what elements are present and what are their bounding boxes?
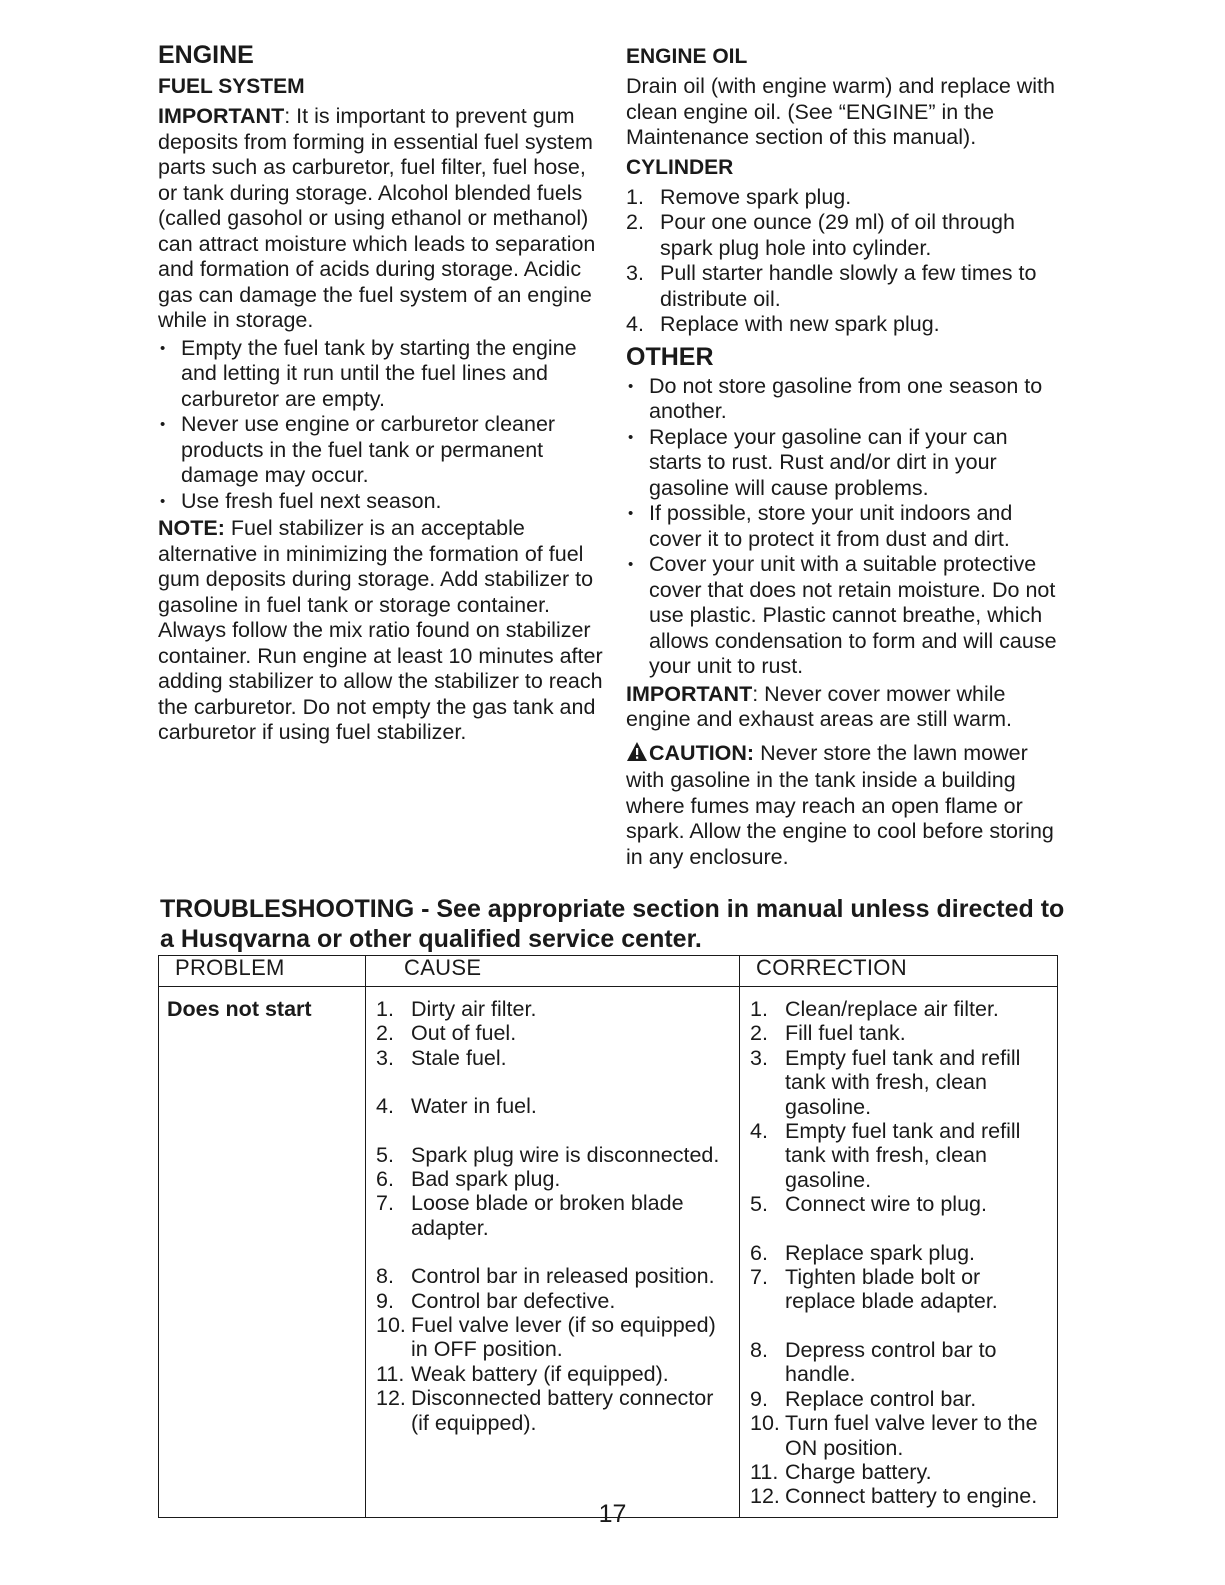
step-text: Remove spark plug. [660,184,852,209]
item-text: Connect battery to engine. [785,1484,1038,1509]
other-important [626,682,1066,733]
engine-heading: ENGINE [158,41,254,69]
step-text: Pour one ounce (29 ml) of oil through spark plug hole into cylinder. [660,210,1015,260]
item-number: 1. [376,997,394,1021]
item-text: Connect wire to plug. [785,1192,987,1217]
other-bullets [626,374,1066,680]
caution-label: CAUTION: [649,740,755,765]
list-item [626,185,1066,211]
item-number: 8. [750,1337,768,1362]
item-number: 12. [750,1484,780,1509]
item-text: Dirty air filter. [411,997,537,1021]
problem-cell: Does not start [159,987,366,1518]
list-item: • Empty the fuel tank by starting the engine and letting it run until the fuel lines and carburetor are empty. [158,336,604,413]
note-text: Fuel stabilizer is an acceptable alternative in minimizing the formation of fuel gum deposits during storage. Add stabilizer to gasoline in fuel tank or storage container. Always follow the mix ratio found on stabilizer container. Run engine at least 10 minutes after adding stabilizer to allow the stabilizer to reach the carburetor. Do not empty the gas tank and carburetor if using fuel stabilizer. [158,516,603,744]
item-number: 10. [750,1411,780,1436]
list-item [750,1460,1053,1484]
item-text: Out of fuel. [411,1021,517,1046]
warning-triangle-icon [626,741,648,769]
step-text: Pull starter handle slowly a few times to distribute oil. [660,261,1037,311]
item-text: Replace spark plug. [785,1240,976,1265]
engine-oil-heading: ENGINE OIL [626,45,748,68]
item-text: Spark plug wire is disconnected. [411,1142,720,1167]
item-text: Bad spark plug. [411,1167,561,1192]
list-item [750,1265,1053,1338]
list-item: • Replace your gasoline can if your can starts to rust. Rust and/or dirt in your gasoline will cause problems. [626,425,1066,502]
cause-list [376,997,735,1435]
fuel-system-heading: FUEL SYSTEM [158,75,305,98]
item-text: Fuel valve lever (if so equipped) in OFF position. [411,1313,716,1362]
item-number: 5. [376,1142,394,1167]
caution-notice [626,741,1066,871]
item-number: 11. [376,1361,405,1386]
item-text: Water in fuel. [411,1094,537,1119]
item-number: 12. [376,1386,406,1411]
item-text: Empty fuel tank and refill tank with fresh, clean gasoline. [785,1119,1021,1192]
item-number: 9. [750,1386,768,1411]
list-item: • Do not store gasoline from one season to another. [626,374,1066,425]
important-text: : Never cover mower while engine and exhaust areas are still warm. [626,681,1013,731]
cylinder-heading: CYLINDER [626,155,734,179]
troubleshooting-table [158,955,1058,1518]
step-text: Replace with new spark plug. [660,312,940,336]
list-item [376,1143,735,1167]
item-text: Fill fuel tank. [785,1021,906,1046]
page-number: 17 [598,1500,627,1528]
list-item [750,1411,1053,1460]
list-item [376,1167,735,1191]
item-text: Tighten blade bolt or replace blade adapter. [785,1265,998,1314]
correction-cell [740,987,1058,1518]
cause-cell [366,987,740,1518]
item-text: Charge battery. [785,1459,932,1484]
list-item: • Cover your unit with a suitable protective cover that does not retain moisture. Do not use plastic. Plastic cannot breathe, which allows condensation to form and will cause your unit to rust. [626,552,1066,680]
list-item [750,1241,1053,1265]
item-text: Stale fuel. [411,1045,507,1070]
item-number: 2. [750,1021,768,1046]
correction-list [750,997,1053,1509]
left-column [158,40,604,746]
important-label: IMPORTANT [626,681,753,706]
list-item [750,997,1053,1021]
cylinder-steps [626,185,1066,338]
important-label: IMPORTANT [158,104,285,128]
list-item [376,1386,735,1435]
step-number: 3. [626,261,644,285]
item-number: 10. [376,1313,406,1338]
item-number: 2. [376,1021,394,1046]
list-item [376,1191,735,1264]
list-item: • Use fresh fuel next season. [158,489,604,515]
column-header-problem: PROBLEM [159,956,366,987]
list-item [376,1046,735,1094]
list-item [750,1119,1053,1192]
list-item [376,1362,735,1386]
item-text: Control bar defective. [411,1288,616,1313]
column-header-cause: CAUSE [366,956,740,987]
list-item [626,210,1066,261]
item-text: Replace control bar. [785,1386,977,1411]
list-item [376,1313,735,1362]
list-item [750,1192,1053,1240]
list-item [750,1046,1053,1119]
engine-oil-text: Drain oil (with engine warm) and replace with clean engine oil. (See “ENGINE” in the Maintenance section of this manual). [626,74,1055,149]
step-number: 2. [626,210,644,234]
list-item [750,1387,1053,1411]
item-number: 7. [376,1191,394,1216]
item-text: Control bar in released position. [411,1264,715,1289]
list-item: • If possible, store your unit indoors and cover it to protect it from dust and dirt. [626,501,1066,552]
list-item [376,1289,735,1313]
note-label: NOTE: [158,516,225,540]
list-item [750,1021,1053,1045]
step-number: 1. [626,184,644,209]
column-header-correction: CORRECTION [740,956,1058,987]
item-number: 3. [376,1045,394,1070]
fuel-system-bullets [158,336,604,515]
list-item [376,1021,735,1045]
item-text: Disconnected battery connector (if equipped). [411,1386,714,1435]
item-number: 9. [376,1288,394,1313]
item-number: 1. [750,997,768,1021]
list-item [626,261,1066,312]
caution-text: Never store the lawn mower with gasoline in the tank inside a building where fumes may reach an open flame or spark. Allow the engine to cool before storing in any enclosure. [626,740,1054,869]
item-number: 5. [750,1192,768,1217]
list-item: • Never use engine or carburetor cleaner products in the fuel tank or permanent damage may occur. [158,412,604,489]
fuel-system-important [158,104,604,334]
list-item [626,312,1066,338]
important-text: : It is important to prevent gum deposits from forming in essential fuel system parts such as carburetor, fuel filter, fuel hose, or tank during storage. Alcohol blended fuels (called gasohol or using ethanol or methanol) can attract moisture which leads to separation and formation of acids during storage. Acidic gas can damage the fuel system of an engine while in storage. [158,104,596,332]
list-item [376,1094,735,1142]
right-column [626,40,1066,870]
item-number: 6. [376,1167,394,1192]
item-text: Turn fuel valve lever to the ON position. [785,1411,1038,1460]
item-number: 7. [750,1265,768,1290]
item-text: Loose blade or broken blade adapter. [411,1191,684,1240]
item-number: 8. [376,1264,394,1289]
table-header-row [159,956,1058,987]
item-text: Weak battery (if equipped). [411,1361,669,1386]
list-item [376,997,735,1021]
table-row [159,987,1058,1518]
item-number: 3. [750,1045,768,1070]
item-number: 4. [376,1094,394,1119]
fuel-stabilizer-note [158,516,604,746]
step-number: 4. [626,312,644,336]
item-text: Clean/replace air filter. [785,997,999,1021]
list-item [376,1264,735,1288]
item-text: Empty fuel tank and refill tank with fresh, clean gasoline. [785,1045,1021,1119]
item-text: Depress control bar to handle. [785,1337,997,1387]
item-number: 4. [750,1119,768,1144]
item-number: 6. [750,1240,768,1265]
list-item [750,1338,1053,1387]
item-number: 11. [750,1459,779,1484]
troubleshooting-title: TROUBLESHOOTING - See appropriate section in manual unless directed to a Husqvarna or other qualified service center. [160,895,1065,953]
other-heading: OTHER [626,342,714,371]
